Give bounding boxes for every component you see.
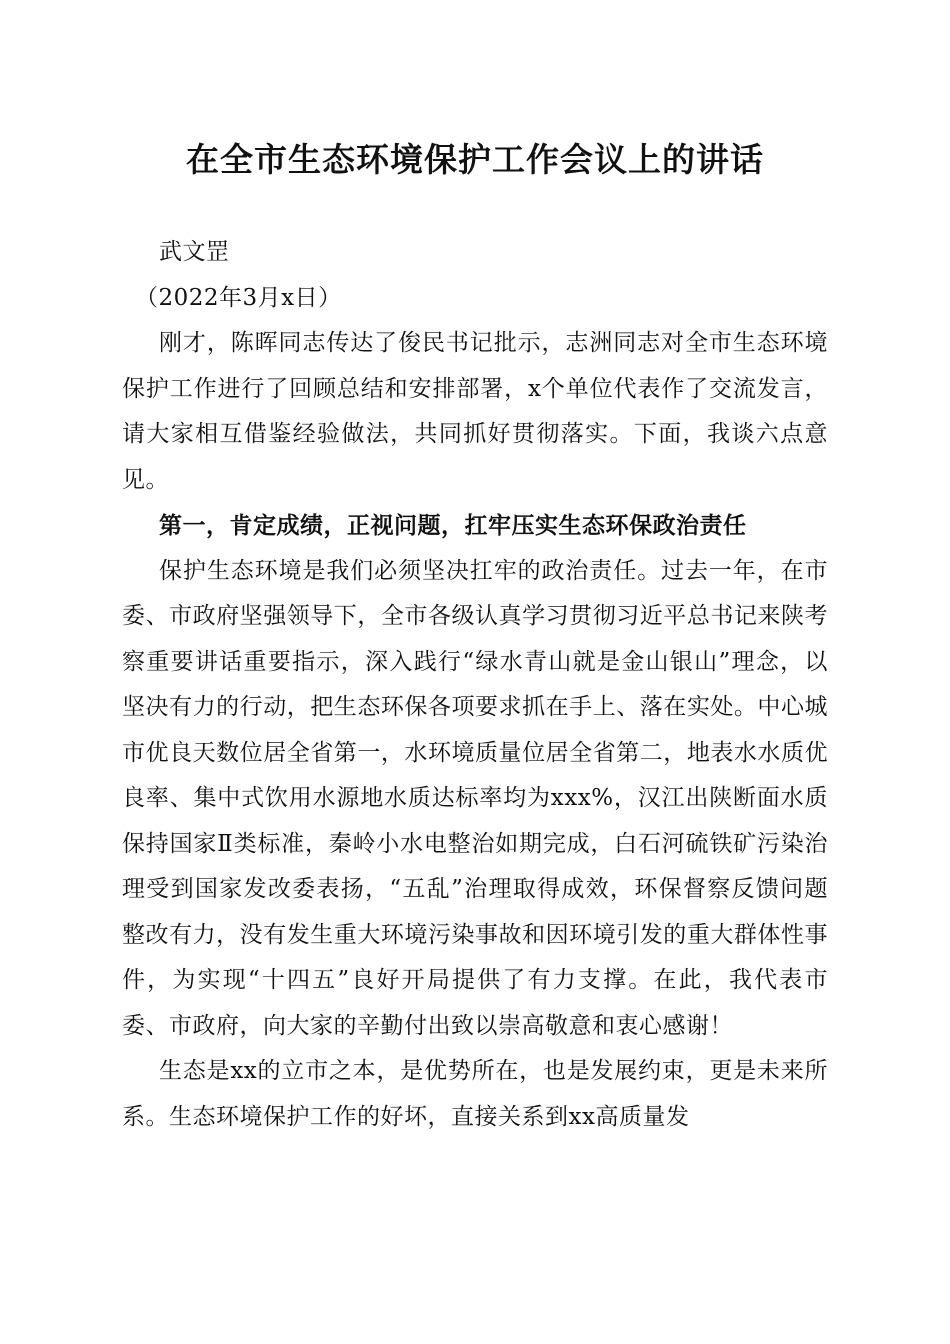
date-line: （2022年3月x日） — [135, 284, 342, 311]
paragraph-ecology: 生态是xx的立市之本，是优势所在，也是发展约束，更是未来所系。生态环境保护工作的好坏，直接关系到xx高质量发 — [122, 1058, 828, 1130]
document-body — [122, 230, 828, 1140]
author-line: 武文罡 — [159, 239, 230, 265]
paragraph-achievements: 保护生态环境是我们必须坚决扛牢的政治责任。过去一年，在市委、市政府坚强领导下，全市各级认真学习贯彻习近平总书记来陕考察重要讲话重要指示，深入践行“绿水青山就是金山银山”理念，以坚决有力的行动，把生态环保各项要求抓在手上、落在实处。中心城市优良天数位居全省第一，水环境质量位居全省第二，地表水水质优良率、集中式饮用水源地水质达标率均为xxx%，汉江出陕断面水质保持国家Ⅱ类标准，秦岭小水电整治如期完成，白石河硫铁矿污染治理受到国家发改委表扬，“五乱”治理取得成效，环保督察反馈问题整改有力，没有发生重大环境污染事故和因环境引发的重大群体性事件，为实现“十四五”良好开局提供了有力支撑。在此，我代表市委、市政府，向大家的辛勤付出致以崇高敬意和衷心感谢！ — [122, 557, 828, 1039]
document-title: 在全市生态环境保护工作会议上的讲话 — [186, 140, 764, 179]
section-heading-1: 第一，肯定成绩，正视问题，扛牢压实生态环保政治责任 — [159, 512, 747, 539]
paragraph-intro: 刚才，陈晖同志传达了俊民书记批示，志洲同志对全市生态环境保护工作进行了回顾总结和安排部署，x个单位代表作了交流发言，请大家相互借鉴经验做法，共同抓好贯彻落实。下面，我谈六点意见。 — [122, 330, 828, 493]
